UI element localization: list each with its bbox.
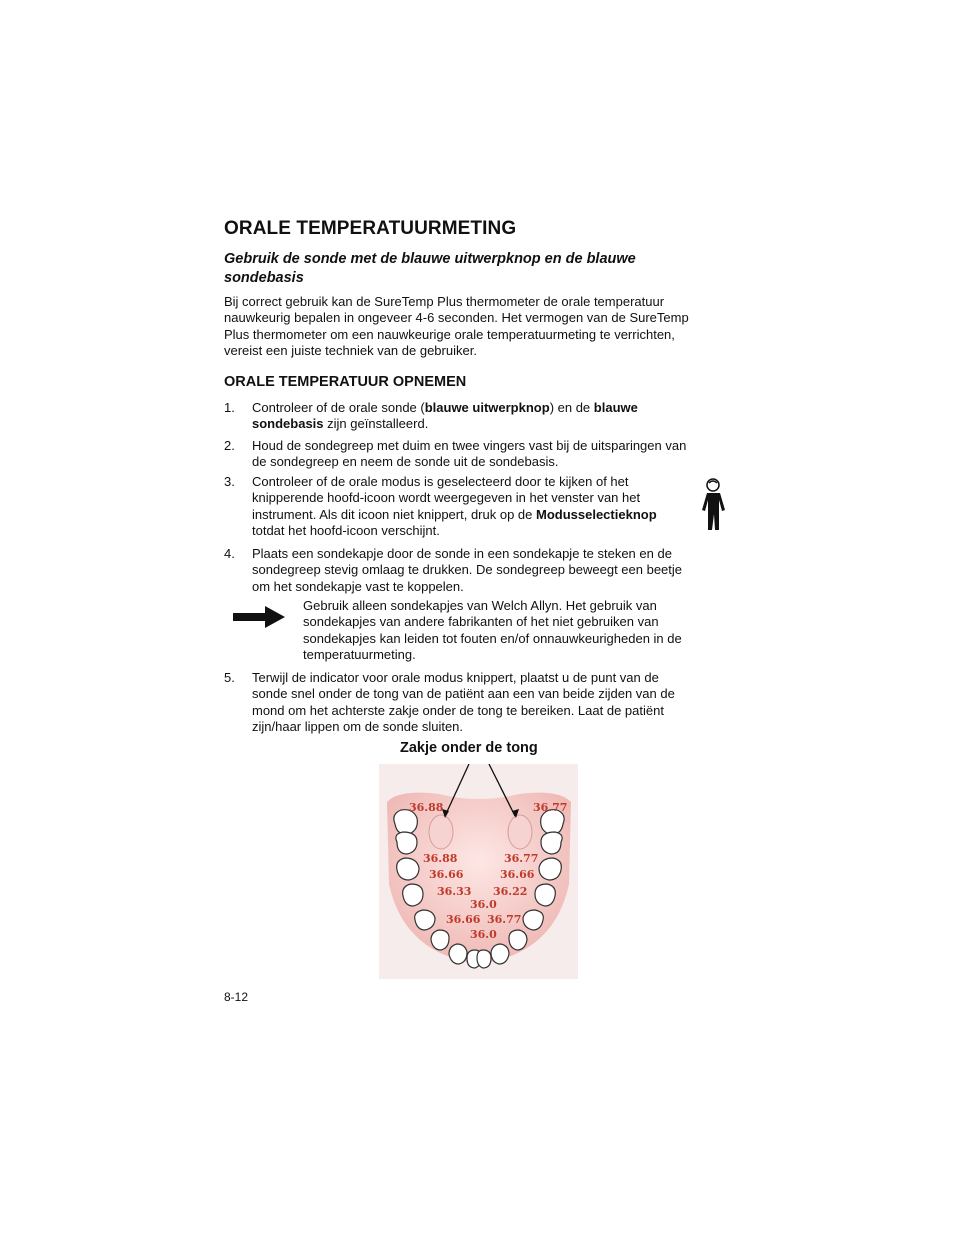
temperature-label: 36.88 <box>409 801 444 814</box>
tooth <box>397 858 419 880</box>
note-text <box>303 598 723 664</box>
sublingual-pocket-right <box>508 815 532 849</box>
emphasis: blauwe uitwerpknop <box>424 400 550 415</box>
emphasis: Modusselectieknop <box>536 506 657 522</box>
tooth <box>539 858 561 880</box>
step-line: Controleer of de orale sonde (blauwe uitwerpknop) en de blauwe <box>252 400 638 415</box>
tooth <box>431 930 449 950</box>
sublingual-pocket-left <box>429 815 453 849</box>
step-line: Houd de sondegreep met duim en twee vingers vast bij de uitsparingen van <box>252 438 687 453</box>
tooth <box>477 950 491 968</box>
page-number: 8-12 <box>224 990 249 1004</box>
step-number: 2. <box>224 438 235 453</box>
tooth <box>541 832 562 854</box>
tooth <box>449 944 467 964</box>
temperature-label: 36.88 <box>423 852 458 865</box>
temperature-label: 36.33 <box>437 885 472 898</box>
tooth <box>523 910 543 930</box>
tooth <box>403 884 423 906</box>
step-line: om het sondekapje vast te koppelen. <box>252 578 464 594</box>
step-line: sonde snel onder de tong van de patiënt aan een van beide zijden van de <box>252 686 675 702</box>
mouth-temperature-diagram <box>379 764 578 979</box>
page-subtitle: Gebruik de sonde met de blauwe uitwerpknop en de blauwe sondebasis <box>224 251 636 286</box>
step-number: 4. <box>224 546 235 561</box>
figure-caption: Zakje onder de tong <box>400 740 538 756</box>
step-number: 3. <box>224 474 235 489</box>
step-line: instrument. Als dit icoon niet knippert, druk op de Modusselectieknop <box>252 506 657 522</box>
tooth <box>491 944 509 964</box>
step-line: knipperende hoofd-icoon wordt weergegeven in het venster van het <box>252 490 641 506</box>
step-line: Controleer of de orale modus is geselecteerd door te kijken of het <box>252 474 629 489</box>
step-line: sondegreep stevig omlaag te drukken. De sondegreep beweegt een beetje <box>252 562 683 578</box>
temperature-label: 36.77 <box>487 913 522 926</box>
step-line: totdat het hoofd-icoon verschijnt. <box>252 522 440 538</box>
step-line: de sondegreep en neem de sonde uit de sondebasis. <box>252 454 559 470</box>
step-line: Plaats een sondekapje door de sonde in een sondekapje te steken en de <box>252 546 672 561</box>
intro-line: Plus thermometer om een nauwkeurige orale temperatuurmeting te verrichten, <box>224 326 675 342</box>
note-line: sondekapjes kan leiden tot fouten en/of onnauwkeurigheden in de <box>303 630 682 646</box>
step-number: 1. <box>224 400 235 415</box>
section-heading: ORALE TEMPERATUUR OPNEMEN <box>224 374 467 390</box>
intro-paragraph <box>224 294 734 360</box>
temperature-label: 36.0 <box>470 898 497 911</box>
tooth <box>415 910 435 930</box>
intro-line: Bij correct gebruik kan de SureTemp Plus thermometer de orale temperatuur <box>224 294 665 309</box>
temperature-label: 36.77 <box>504 852 539 865</box>
intro-line: nauwkeurig bepalen in ongeveer 4-6 seconden. Het vermogen van de SureTemp <box>224 310 689 326</box>
tooth <box>509 930 527 950</box>
temperature-label: 36.66 <box>429 868 464 881</box>
emphasis: blauwe <box>593 400 638 415</box>
note-line: Gebruik alleen sondekapjes van Welch Allyn. Het gebruik van <box>303 598 657 613</box>
temperature-label: 36.22 <box>493 885 528 898</box>
note-line: temperatuurmeting. <box>303 647 416 663</box>
temperature-label: 36.0 <box>470 928 497 941</box>
intro-line: vereist een juiste techniek van de gebruiker. <box>224 343 477 359</box>
temperature-label: 36.66 <box>500 868 535 881</box>
tooth <box>396 832 417 854</box>
step-line: Terwijl de indicator voor orale modus knippert, plaatst u de punt van de <box>252 670 659 685</box>
temperature-label: 36.77 <box>533 801 568 814</box>
step-line: zijn/haar lippen om de sonde sluiten. <box>252 718 464 734</box>
head-mode-icon <box>700 476 728 532</box>
page-title: ORALE TEMPERATUURMETING <box>224 218 517 239</box>
step-number: 5. <box>224 670 235 685</box>
tooth <box>535 884 555 906</box>
note-line: sondekapjes van andere fabrikanten of het niet gebruiken van <box>303 614 659 630</box>
emphasis: sondebasis <box>252 416 324 432</box>
step-line: sondebasis zijn geïnstalleerd. <box>252 416 429 432</box>
temperature-label: 36.66 <box>446 913 481 926</box>
step-line: mond om het achterste zakje onder de tong te bereiken. Laat de patiënt <box>252 702 664 718</box>
arrow-right-icon <box>231 604 287 630</box>
